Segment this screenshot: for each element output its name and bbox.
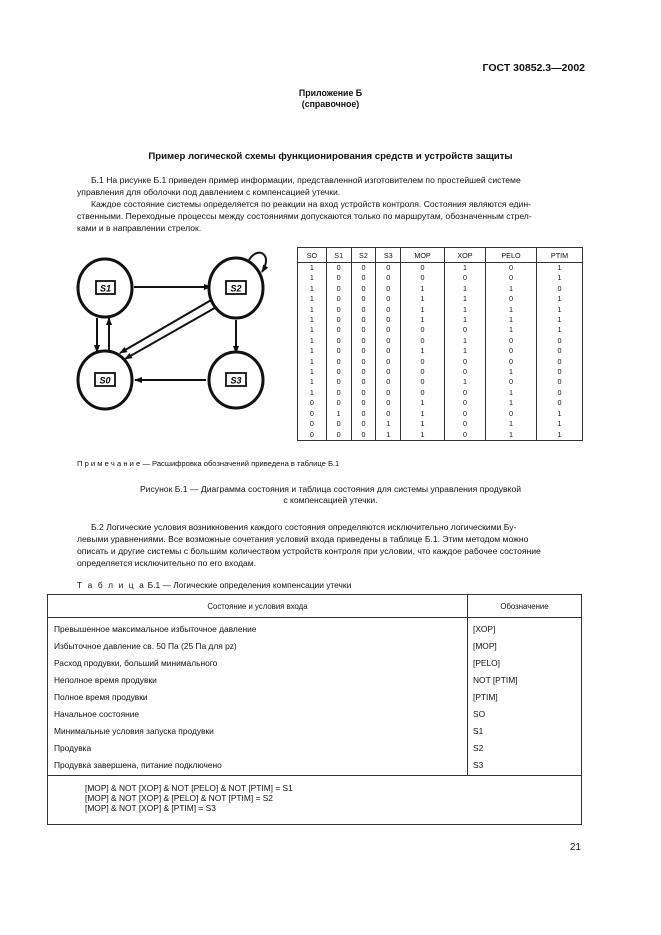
text-line: ственными. Переходные процессы между состояниями допускаются только по маршрутам, обозначенным стрел-	[77, 211, 532, 221]
table-row	[48, 637, 582, 654]
state-table-header: PTIM	[536, 248, 582, 263]
condition-cell: Неполное время продувки	[48, 671, 468, 688]
state-table-cell: 0	[536, 388, 582, 398]
state-table-cell: 0	[376, 398, 401, 408]
condition-cell: Начальное состояние	[48, 705, 468, 722]
state-table-cell: 1	[298, 377, 327, 387]
text-line: ками и в направлении стрелок.	[77, 223, 202, 233]
state-table-cell: 1	[298, 305, 327, 315]
state-table-header: S1	[326, 248, 351, 263]
caption-line: Рисунок Б.1 — Диаграмма состояния и таблица состояния для системы управления продувкой	[139, 484, 522, 494]
state-table-cell: 0	[351, 294, 376, 304]
state-table-row	[298, 388, 583, 398]
state-table-row	[298, 263, 583, 274]
state-table-cell: 1	[485, 398, 536, 408]
state-table-cell: 1	[298, 388, 327, 398]
state-table-cell: 0	[376, 357, 401, 367]
state-table-cell: 0	[351, 419, 376, 429]
caption-line: с компенсацией утечки.	[283, 495, 378, 505]
state-table-cell: 1	[445, 346, 486, 356]
state-table-cell: 1	[298, 357, 327, 367]
state-table-cell: 0	[351, 315, 376, 325]
condition-cell: Полное время продувки	[48, 688, 468, 705]
state-table-cell: 0	[326, 336, 351, 346]
state-table-cell: 1	[485, 419, 536, 429]
figure-caption	[0, 484, 661, 506]
state-label-s2: S2	[230, 283, 242, 294]
state-table-cell: 0	[326, 273, 351, 283]
paragraph-b2	[77, 521, 581, 569]
state-table-row	[298, 398, 583, 408]
state-table-cell: 1	[298, 294, 327, 304]
state-table-cell: 0	[376, 325, 401, 335]
state-table-cell: 0	[536, 336, 582, 346]
symbol-cell: NOT [PTIM]	[468, 671, 582, 688]
state-table-cell: 0	[298, 430, 327, 441]
state-table-cell: 0	[326, 377, 351, 387]
text-line: описать и другие системы с большим количеством устройств контроля при условии, что каждое рабочее состояние	[77, 546, 541, 556]
state-table-cell: 0	[376, 305, 401, 315]
state-table-cell: 0	[298, 419, 327, 429]
appendix-title	[0, 88, 661, 110]
state-table-cell: 1	[326, 409, 351, 419]
state-table-cell: 1	[536, 263, 582, 274]
state-table-cell: 1	[401, 294, 445, 304]
table-row	[48, 671, 582, 688]
state-table-cell: 1	[298, 273, 327, 283]
state-node-s2	[209, 258, 263, 318]
state-table-cell: 0	[445, 367, 486, 377]
table-header-symbol: Обозначение	[468, 595, 582, 618]
formula-line: [MOP] & NOT [XOP] & [PELO] & NOT [PTIM] = S2	[85, 793, 273, 803]
state-table-cell: 1	[536, 409, 582, 419]
text-line: определяется исключительно по его входам.	[77, 558, 257, 568]
symbol-cell: S2	[468, 739, 582, 756]
state-table-cell: 1	[536, 294, 582, 304]
standard-header: ГОСТ 30852.3—2002	[482, 62, 585, 74]
state-table-cell: 0	[445, 325, 486, 335]
state-table-cell: 0	[351, 263, 376, 274]
condition-cell: Расход продувки, больший минимального	[48, 654, 468, 671]
state-table-cell: 1	[445, 377, 486, 387]
state-table-cell: 1	[298, 336, 327, 346]
note-text: — Расшифровка обозначений приведена в таблице Б.1	[140, 459, 340, 468]
state-table-cell: 0	[326, 284, 351, 294]
state-table-cell: 1	[445, 315, 486, 325]
table-row	[48, 688, 582, 705]
state-table-cell: 0	[376, 263, 401, 274]
state-table-cell: 0	[485, 357, 536, 367]
state-table-row	[298, 346, 583, 356]
state-table-cell: 1	[376, 419, 401, 429]
symbol-cell: S3	[468, 756, 582, 776]
state-table-cell: 1	[445, 305, 486, 315]
state-table-row	[298, 273, 583, 283]
condition-cell: Минимальные условия запуска продувки	[48, 722, 468, 739]
state-table-cell: 1	[536, 325, 582, 335]
state-table-cell: 0	[326, 294, 351, 304]
state-table-cell: 0	[445, 273, 486, 283]
state-table-cell: 1	[445, 336, 486, 346]
appendix-subtitle: (справочное)	[301, 99, 360, 109]
table-row	[48, 618, 582, 638]
state-table-cell: 0	[485, 294, 536, 304]
state-table-header: MOP	[401, 248, 445, 263]
state-table-row	[298, 430, 583, 441]
state-table-cell: 0	[445, 419, 486, 429]
state-node-s3	[209, 352, 263, 408]
state-table-cell: 0	[445, 430, 486, 441]
state-table-cell: 0	[376, 273, 401, 283]
state-table-cell: 0	[485, 346, 536, 356]
state-table-cell: 0	[351, 305, 376, 315]
text-line: Б.1 На рисунке Б.1 приведен пример информации, представленной изготовителем по простейшей системе	[91, 175, 521, 185]
state-table	[297, 247, 583, 441]
condition-cell: Избыточное давление св. 50 Па (25 Па для pz)	[48, 637, 468, 654]
state-table-cell: 0	[326, 315, 351, 325]
state-table-header: S3	[376, 248, 401, 263]
state-table-cell: 1	[401, 284, 445, 294]
state-table-cell: 1	[298, 284, 327, 294]
state-table-cell: 1	[536, 430, 582, 441]
state-table-cell: 1	[376, 430, 401, 441]
state-table-cell: 0	[485, 263, 536, 274]
state-node-s0	[78, 351, 132, 409]
appendix-label: Приложение Б	[298, 88, 363, 98]
state-table-cell: 0	[376, 315, 401, 325]
table-b1	[47, 594, 582, 825]
state-table-cell: 0	[351, 284, 376, 294]
state-table-cell: 0	[376, 336, 401, 346]
state-table-cell: 0	[445, 398, 486, 408]
state-table-cell: 0	[351, 398, 376, 408]
state-table-cell: 0	[401, 357, 445, 367]
state-table-cell: 0	[326, 305, 351, 315]
state-table-cell: 0	[376, 346, 401, 356]
state-table-row	[298, 357, 583, 367]
state-table-cell: 0	[351, 273, 376, 283]
state-table-cell: 0	[401, 325, 445, 335]
state-table-cell: 0	[401, 273, 445, 283]
state-table-row	[298, 294, 583, 304]
condition-cell: Превышенное максимальное избыточное давление	[48, 618, 468, 638]
state-table-cell: 1	[485, 430, 536, 441]
state-table-cell: 0	[536, 398, 582, 408]
state-label-s3: S3	[230, 375, 242, 386]
state-table-cell: 0	[536, 357, 582, 367]
state-table-header: PELO	[485, 248, 536, 263]
state-table-cell: 0	[326, 419, 351, 429]
state-table-cell: 1	[298, 346, 327, 356]
arrow-s2-s0	[125, 305, 220, 359]
state-table-cell: 0	[351, 325, 376, 335]
state-table-header: SO	[298, 248, 327, 263]
state-table-cell: 1	[536, 419, 582, 429]
state-table-row	[298, 377, 583, 387]
section-title: Пример логической схемы функционирования средств и устройств защиты	[148, 151, 513, 162]
state-table-cell: 1	[298, 315, 327, 325]
table-label: Т а б л и ц а	[77, 580, 146, 590]
state-table-cell: 0	[376, 377, 401, 387]
state-table-header: S2	[351, 248, 376, 263]
state-table-cell: 0	[485, 409, 536, 419]
state-table-cell: 0	[351, 357, 376, 367]
state-table-cell: 1	[401, 419, 445, 429]
state-table-cell: 0	[298, 409, 327, 419]
state-table-cell: 0	[326, 346, 351, 356]
formula-line: [MOP] & NOT [XOP] & [PTIM] = S3	[85, 803, 216, 813]
state-table-cell: 0	[485, 377, 536, 387]
table-row	[48, 705, 582, 722]
state-table-cell: 0	[401, 263, 445, 274]
note-label: П р и м е ч а н и е	[77, 459, 141, 468]
state-table-cell: 0	[351, 367, 376, 377]
state-table-cell: 1	[401, 315, 445, 325]
state-table-cell: 0	[536, 377, 582, 387]
state-table-cell: 0	[376, 367, 401, 377]
state-table-row	[298, 305, 583, 315]
state-table-cell: 0	[536, 284, 582, 294]
formulas-cell	[48, 776, 582, 825]
state-table-cell: 1	[401, 409, 445, 419]
state-table-row	[298, 284, 583, 294]
state-table-cell: 0	[351, 409, 376, 419]
state-table-cell: 1	[445, 294, 486, 304]
state-table-cell: 0	[485, 336, 536, 346]
state-table-cell: 1	[485, 325, 536, 335]
state-node-s1	[78, 259, 132, 317]
symbol-cell: [PTIM]	[468, 688, 582, 705]
state-table-cell: 0	[351, 336, 376, 346]
state-table-row	[298, 325, 583, 335]
state-table-cell: 0	[326, 263, 351, 274]
state-table-cell: 0	[445, 409, 486, 419]
figure-note	[77, 459, 339, 468]
symbol-cell: [MOP]	[468, 637, 582, 654]
symbol-cell: SO	[468, 705, 582, 722]
state-table-cell: 0	[326, 367, 351, 377]
state-diagram	[70, 245, 280, 435]
symbol-cell: [XOP]	[468, 618, 582, 638]
state-table-cell: 1	[485, 284, 536, 294]
state-table-cell: 0	[401, 367, 445, 377]
state-table-cell: 1	[445, 284, 486, 294]
state-table-cell: 0	[351, 346, 376, 356]
state-table-cell: 0	[326, 398, 351, 408]
state-table-cell: 1	[536, 305, 582, 315]
state-table-cell: 1	[401, 346, 445, 356]
text-line: Б.2 Логические условия возникновения каждого состояния определяются исключительно логическими Бу-	[91, 522, 517, 532]
state-table-row	[298, 315, 583, 325]
state-table-header: XOP	[445, 248, 486, 263]
text-line: управления для оболочки под давлением с компенсацией утечки.	[77, 187, 341, 197]
condition-cell: Продувка завершена, питание подключено	[48, 756, 468, 776]
state-table-cell: 1	[401, 430, 445, 441]
state-table-cell: 1	[445, 263, 486, 274]
page-number: 21	[569, 842, 581, 853]
state-table-cell: 0	[445, 388, 486, 398]
condition-cell: Продувка	[48, 739, 468, 756]
state-table-cell: 1	[485, 315, 536, 325]
table-row	[48, 739, 582, 756]
state-table-cell: 0	[401, 377, 445, 387]
state-table-cell: 1	[485, 305, 536, 315]
state-table-cell: 1	[401, 398, 445, 408]
state-table-row	[298, 336, 583, 346]
state-table-row	[298, 409, 583, 419]
table-header-condition: Состояние и условия входа	[48, 595, 468, 618]
table-row	[48, 654, 582, 671]
state-table-cell: 0	[485, 273, 536, 283]
state-table-cell: 0	[326, 430, 351, 441]
state-table-cell: 0	[376, 388, 401, 398]
text-line: левыми уравнениями. Все возможные сочетания условий входа приведены в таблице Б.1. Этим методом можно	[77, 534, 529, 544]
state-table-cell: 0	[326, 325, 351, 335]
state-table-cell: 0	[536, 367, 582, 377]
table-title-text: Б.1 — Логические определения компенсации утечки	[145, 580, 352, 590]
state-table-cell: 0	[351, 430, 376, 441]
arrow-s2-s0-b	[120, 299, 213, 353]
state-table-cell: 0	[536, 346, 582, 356]
table-title	[77, 580, 351, 590]
state-table-cell: 1	[485, 388, 536, 398]
state-label-s1: S1	[99, 283, 112, 294]
state-table-cell: 0	[298, 398, 327, 408]
formula-line: [MOP] & NOT [XOP] & NOT [PELO] & NOT [PTIM] = S1	[85, 783, 293, 793]
state-table-cell: 0	[351, 377, 376, 387]
state-table-cell: 1	[298, 263, 327, 274]
state-table-cell: 1	[536, 315, 582, 325]
state-table-cell: 1	[298, 367, 327, 377]
state-table-cell: 0	[401, 336, 445, 346]
state-table-cell: 0	[376, 284, 401, 294]
state-table-row	[298, 367, 583, 377]
paragraph-b1	[77, 174, 581, 234]
state-table-cell: 0	[401, 388, 445, 398]
state-label-s0: S0	[99, 375, 111, 386]
state-table-cell: 0	[326, 357, 351, 367]
state-table-cell: 1	[485, 367, 536, 377]
state-table-cell: 0	[351, 388, 376, 398]
state-table-cell: 0	[445, 357, 486, 367]
state-table-cell: 0	[376, 294, 401, 304]
state-table-row	[298, 419, 583, 429]
symbol-cell: [PELO]	[468, 654, 582, 671]
text-line: Каждое состояние системы определяется по реакции на вход устройств контроля. Состояния являются един-	[91, 199, 531, 209]
table-row	[48, 756, 582, 776]
state-table-cell: 1	[536, 273, 582, 283]
symbol-cell: S1	[468, 722, 582, 739]
state-table-cell: 0	[376, 409, 401, 419]
table-row	[48, 722, 582, 739]
state-table-cell: 1	[401, 305, 445, 315]
state-table-cell: 0	[326, 388, 351, 398]
state-table-cell: 1	[298, 325, 327, 335]
